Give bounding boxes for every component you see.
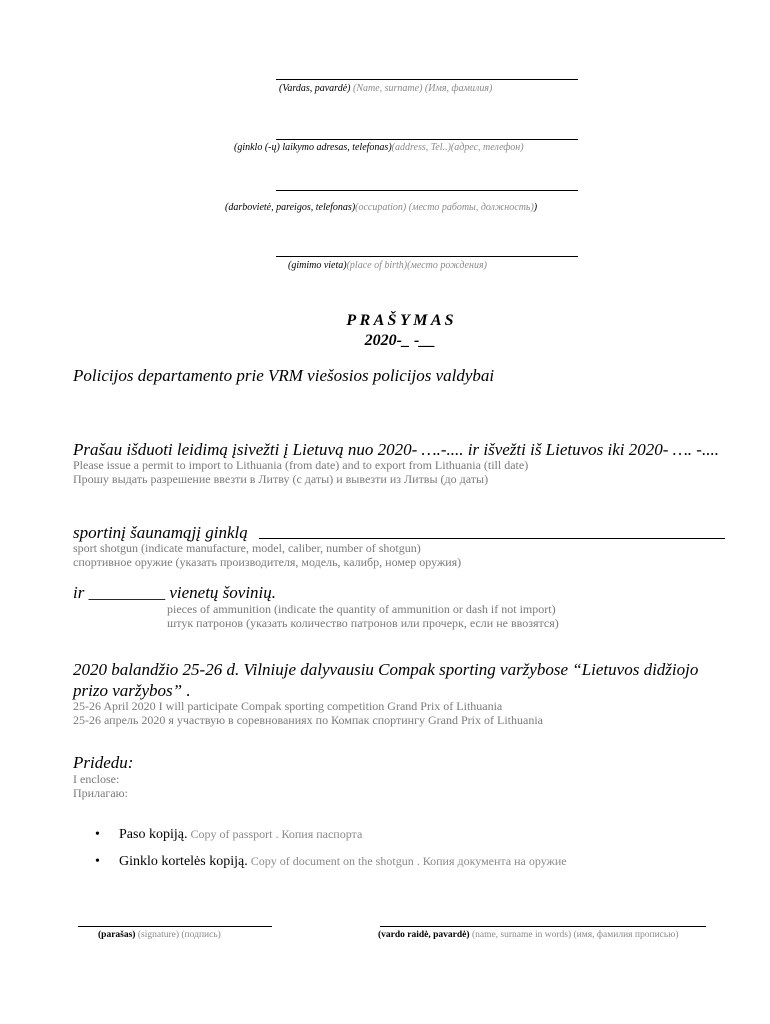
ammo-suffix: vienetų šovinių. [169, 583, 277, 602]
enclosures-title: Pridedu: [73, 753, 134, 772]
signature-caption [98, 930, 221, 940]
signature-line [78, 926, 272, 927]
enclosure-item-lt: Paso kopiją. [119, 827, 188, 842]
document-date: 2020-_ -__ [364, 332, 436, 349]
enclosure-item [95, 827, 362, 843]
signature-caption-tr: (signature) (подпись) [135, 930, 221, 940]
request-lt: Prašau išduoti leidimą įsivežti į Lietuvą nuo 2020- ….-.... ir išvežti iš Lietuvos iki 2020- …. -.... [73, 440, 719, 459]
printed-name-caption-lt: (vardo raidė, pavardė) [378, 930, 470, 940]
caption-tr: (Name, surname) (Имя, фамилия) [350, 83, 493, 94]
weapon-fill-line [259, 538, 725, 539]
name-caption [279, 83, 492, 94]
enclosure-item-tr: Copy of passport . Копия паспорта [187, 827, 363, 841]
caption-tr: (address, Tel..)(адрес, телефон) [391, 142, 524, 153]
weapon-en: sport shotgun (indicate manufacture, model, caliber, number of shotgun) [73, 541, 421, 555]
enclosure-item-lt: Ginklo kortelės kopiją. [119, 854, 248, 869]
ammo-ru: штук патронов (указать количество патронов или прочерк, если не ввозятся) [167, 616, 559, 630]
signature-caption-lt: (parašas) [98, 930, 136, 940]
enclosure-item-tr: Copy of document on the shotgun . Копия документа на оружие [247, 854, 567, 868]
weapon-lt: sportinį šaunamąjį ginklą [73, 523, 248, 542]
enclosures-en: I enclose: [73, 772, 120, 786]
name-line [276, 79, 578, 80]
weapon-ru: спортивное оружие (указать производителя, модель, калибр, номер оружия) [73, 555, 462, 569]
occupation-caption [225, 202, 537, 213]
enclosure-item [95, 854, 567, 870]
printed-name-line [380, 926, 706, 927]
occupation-line [276, 190, 578, 191]
caption-tr: (place of birth)(место рождения) [346, 260, 487, 271]
bullet-icon: • [95, 854, 100, 869]
address-caption [234, 142, 524, 153]
document-title: P R A Š Y M A S [346, 312, 454, 329]
printed-name-caption-tr: (name, surname in words) (имя, фамилия прописью) [469, 930, 679, 940]
request-en: Please issue a permit to import to Lithuania (from date) and to export from Lithuania (till date) [73, 458, 529, 472]
printed-name-caption [378, 930, 678, 940]
caption-lt: (ginklo (-ų) laikymo adresas, telefonas) [234, 142, 392, 153]
caption-lt-end: ) [533, 202, 538, 213]
request-ru: Прошу выдать разрешение ввезти в Литву (с даты) и вывезти из Литвы (до даты) [73, 472, 489, 486]
bullet-icon: • [95, 827, 100, 842]
caption-lt: (gimimo vieta) [288, 260, 347, 271]
event-ru: 25-26 апрель 2020 я участвую в соревнованиях по Компак спортингу Grand Prix of Lithuania [73, 713, 543, 727]
birthplace-caption [288, 260, 487, 271]
birthplace-line [276, 256, 578, 257]
addressee: Policijos departamento prie VRM viešosios policijos valdybai [73, 366, 495, 385]
ammo-lt [73, 583, 276, 603]
event-lt-line2: prizo varžybos” . [73, 681, 191, 700]
enclosures-ru: Прилагаю: [73, 786, 128, 800]
event-lt-line1: 2020 balandžio 25-26 d. Vilniuje dalyvausiu Compak sporting varžybose “Lietuvos didžiojo [73, 660, 699, 679]
event-en: 25-26 April 2020 I will participate Compak sporting competition Grand Prix of Lithuania [73, 699, 503, 713]
caption-lt: (darbovietė, pareigos, telefonas) [225, 202, 356, 213]
address-line [276, 139, 578, 140]
ammo-prefix: ir _________ [73, 583, 166, 602]
caption-lt: (Vardas, pavardė) [279, 83, 351, 94]
caption-tr: (occupation) (место работы, должность) [355, 202, 534, 213]
ammo-en: pieces of ammunition (indicate the quantity of ammunition or dash if not import) [167, 602, 556, 616]
